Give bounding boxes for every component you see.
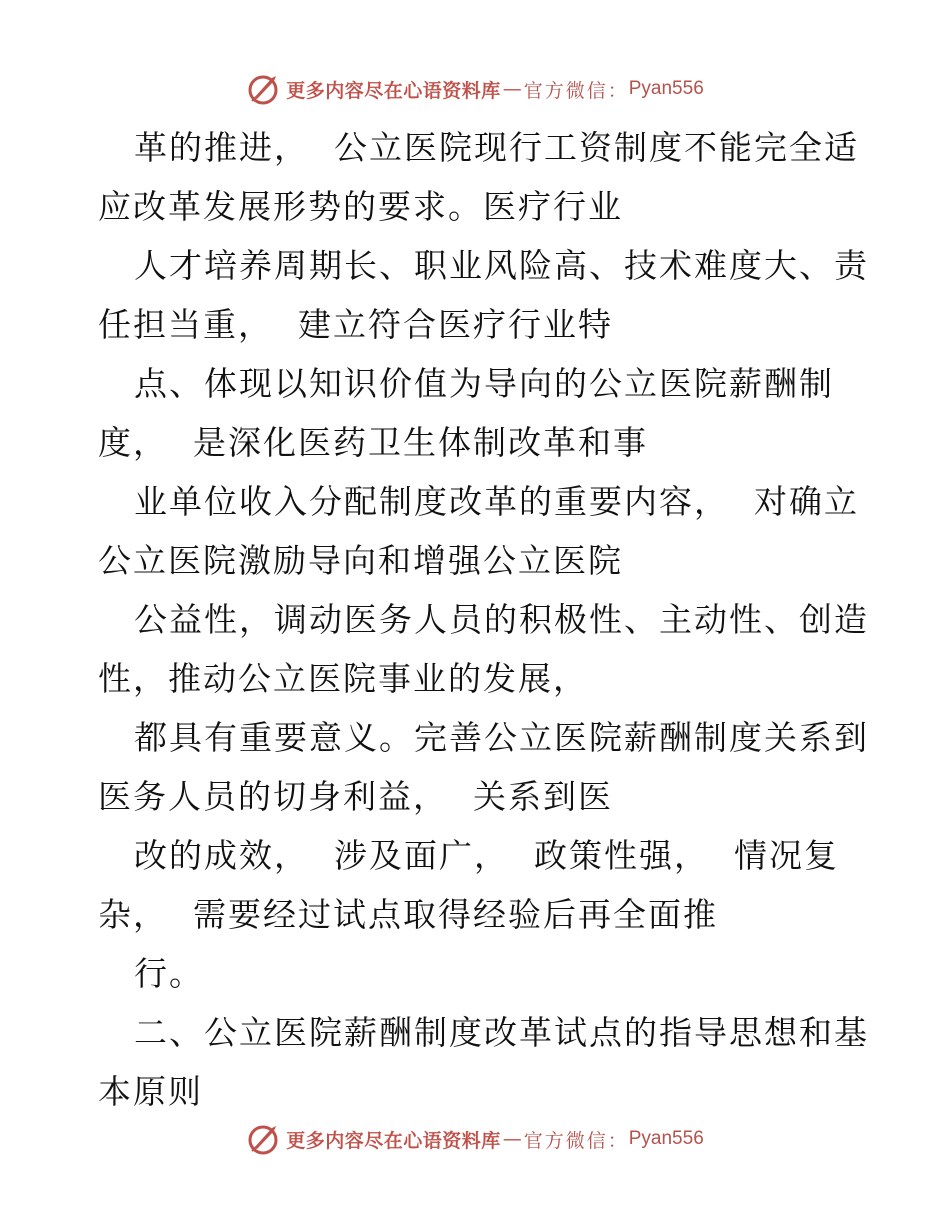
quill-pen-circle-icon [246,72,282,106]
text-line: 公立医院激励导向和增强公立医院 [98,541,623,580]
watermark-wechat-id: Pyan556 [628,78,704,99]
text-line: 都具有重要意义。完善公立医院薪酬制度关系到 [134,718,869,757]
document-body [98,118,868,1121]
text-line: 行。 [134,954,204,993]
text-line: 革的推进， 公立医院现行工资制度不能完全适 [134,128,859,167]
text-line: 医务人员的切身利益， 关系到医 [98,777,613,816]
text-line: 性，推动公立医院事业的发展， [98,659,588,698]
watermark-label: 官方微信： [523,79,629,102]
text-line: 业单位收入分配制度改革的重要内容， 对确立 [134,482,859,521]
watermark-wechat-id: Pyan556 [628,1128,704,1149]
text-line: 点、体现以知识价值为导向的公立医院薪酬制 [134,364,834,403]
watermark-brand: 更多内容尽在心语资料库 [286,79,501,102]
watermark-separator: — [502,78,522,100]
text-line: 度， 是深化医药卫生体制改革和事 [98,423,648,462]
quill-pen-circle-icon [246,1122,282,1156]
watermark-label: 官方微信： [523,1129,629,1152]
text-line: 杂， 需要经过试点取得经验后再全面推 [98,895,718,934]
text-line: 任担当重， 建立符合医疗行业特 [98,305,613,344]
text-line: 二、公立医院薪酬制度改革试点的指导思想和基 [134,1013,869,1052]
text-line: 改的成效， 涉及面广， 政策性强， 情况复 [134,836,839,875]
header-watermark [0,72,950,106]
text-line: 本原则 [98,1072,203,1111]
watermark-brand: 更多内容尽在心语资料库 [286,1129,501,1152]
footer-watermark [0,1122,950,1156]
text-line: 人才培养周期长、职业风险高、技术难度大、责 [134,246,869,285]
text-line: 公益性，调动医务人员的积极性、主动性、创造 [134,600,869,639]
watermark-separator: — [502,1128,522,1150]
text-line: 应改革发展形势的要求。医疗行业 [98,187,623,226]
